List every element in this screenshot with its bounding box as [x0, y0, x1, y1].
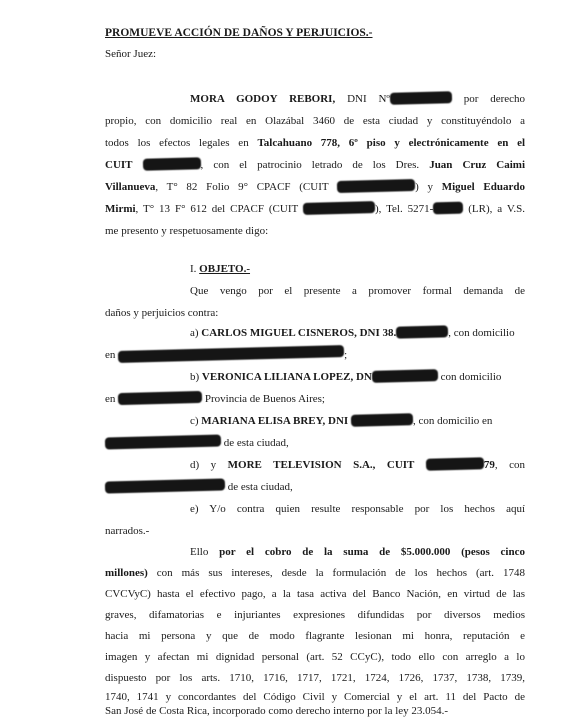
redaction-mark: [105, 478, 225, 493]
redaction-mark: [337, 179, 415, 193]
claim-line-4: graves, difamatorias e injuriantes expresiones difundidas por diversos medios: [105, 609, 525, 621]
salutation: Señor Juez:: [105, 48, 157, 60]
redaction-mark: [105, 434, 221, 449]
claim-line-7: dispuesto por los arts. 1710, 1716, 1717, 1721, 1724, 1726, 1737, 1738, 1739,: [105, 672, 525, 684]
redaction-mark: [390, 91, 452, 105]
claim-line-6: imagen y afectan mi dignidad personal (art. 52 CCyC), todo ello con arreglo a lo: [105, 651, 525, 663]
redaction-mark: [396, 325, 448, 338]
defendant-b: b) VERONICA LILIANA LOPEZ, DN con domicilio: [190, 371, 502, 383]
claim-line-8: 1740, 1741 y concordantes del Código Civil y Comercial y el art. 11 del Pacto de: [105, 691, 525, 703]
claim-line-1: Ello por el cobro de la suma de $5.000.000 (pesos cinco: [190, 546, 525, 558]
intro-line-2: propio, con domicilio real en Olazábal 3460 de esta ciudad y constituyéndolo a: [105, 115, 525, 127]
intro-line-3: todos los efectos legales en Talcahuano 778, 6º piso y electrónicamente en el: [105, 137, 526, 149]
intro-line-4: CUIT , con el patrocinio letrado de los Dres. Juan Cruz Caimi: [105, 159, 526, 171]
section-heading-objeto: I. OBJETO.-: [190, 263, 251, 275]
redaction-mark: [372, 369, 438, 383]
claim-line-9: San José de Costa Rica, incorporado como derecho interno por la ley 23.054.-: [105, 705, 449, 717]
defendant-d: d) y MORE TELEVISION S.A., CUIT 79, con: [190, 459, 526, 471]
intro-line-1: MORA GODOY REBORI, DNI Nº por derecho: [190, 93, 526, 105]
claim-line-3: CVCVyC) hasta el efectivo pago, a la tasa activa del Banco Nación, en virtud de las: [105, 588, 525, 600]
redaction-mark: [351, 413, 413, 427]
intro-line-5: Villanueva, T° 82 Folio 9° CPACF (CUIT ) y Miguel Eduardo: [105, 180, 525, 194]
objeto-line-2: daños y perjuicios contra:: [105, 307, 219, 319]
claim-line-5: hacia mi persona y que de modo flagrante lesionan mi honra, reputación e: [105, 630, 525, 642]
intro-line-6: Mirmi, T° 13 F° 612 del CPACF (CUIT ), Tel. 5271- (LR), a V.S.: [105, 203, 526, 215]
defendant-e-line-2: narrados.-: [105, 525, 150, 537]
redaction-mark: [433, 202, 463, 215]
defendant-c: c) MARIANA ELISA BREY, DNI , con domicilio en: [190, 415, 493, 427]
defendant-c-address: de esta ciudad,: [105, 436, 289, 450]
document-heading: PROMUEVE ACCIÓN DE DAÑOS Y PERJUICIOS.-: [105, 27, 373, 39]
claim-line-2: millones) con más sus intereses, desde la formulación de los hechos (art. 1748: [105, 567, 525, 579]
defendant-a: a) CARLOS MIGUEL CISNEROS, DNI 38. , con domicilio: [190, 327, 515, 339]
plaintiff-name: MORA GODOY REBORI,: [190, 93, 336, 105]
redaction-mark: [142, 157, 200, 171]
redaction-mark: [303, 201, 375, 215]
defendant-e: e) Y/o contra quien resulte responsable por los hechos aquí: [190, 503, 526, 515]
defendant-a-address: en ;: [105, 348, 347, 362]
redaction-mark: [118, 391, 202, 405]
objeto-line-1: Que vengo por el presente a promover formal demanda de: [190, 285, 525, 297]
redaction-mark: [426, 457, 484, 471]
defendant-d-address: de esta ciudad,: [105, 480, 293, 494]
redaction-mark: [118, 345, 344, 363]
intro-line-7: me presento y respetuosamente digo:: [105, 225, 269, 237]
defendant-b-address: en Provincia de Buenos Aires;: [105, 392, 325, 406]
